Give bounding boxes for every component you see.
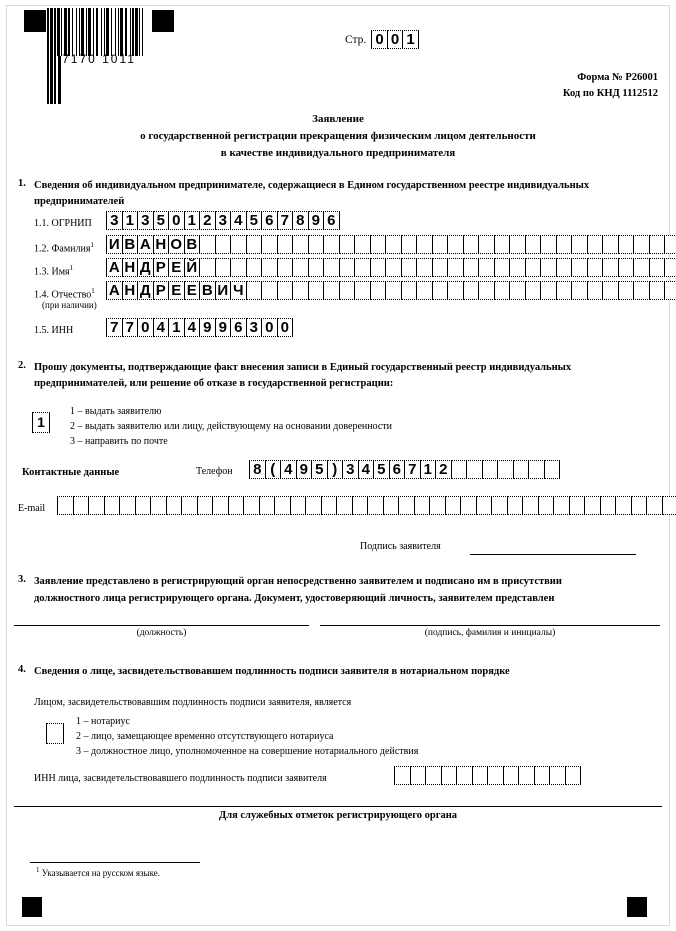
- input-cell[interactable]: 0: [371, 30, 388, 49]
- input-cell[interactable]: [394, 766, 411, 785]
- input-cell[interactable]: [261, 281, 278, 300]
- input-cell[interactable]: 6: [389, 460, 406, 479]
- input-cell[interactable]: [246, 258, 263, 277]
- input-cell[interactable]: Р: [153, 281, 170, 300]
- input-cell[interactable]: [540, 258, 557, 277]
- input-cell[interactable]: Н: [122, 258, 139, 277]
- input-cell[interactable]: [88, 496, 105, 515]
- page-number-label: Стр.: [345, 33, 367, 46]
- input-cell[interactable]: [556, 235, 573, 254]
- input-cell[interactable]: [354, 281, 371, 300]
- input-cell[interactable]: [215, 235, 232, 254]
- input-cell[interactable]: А: [106, 258, 123, 277]
- input-cell[interactable]: [441, 766, 458, 785]
- input-cell[interactable]: В: [199, 281, 216, 300]
- input-cell[interactable]: [246, 281, 263, 300]
- surname-field[interactable]: [106, 235, 676, 254]
- input-cell[interactable]: [525, 258, 542, 277]
- input-cell[interactable]: [538, 496, 555, 515]
- input-cell[interactable]: [587, 235, 604, 254]
- notary-option-1[interactable]: 1 – нотариус: [76, 716, 130, 727]
- input-cell[interactable]: [425, 766, 442, 785]
- input-cell[interactable]: 6: [230, 318, 247, 337]
- document-delivery-choice-box[interactable]: 1: [32, 412, 50, 433]
- input-cell[interactable]: [664, 281, 676, 300]
- barcode-number: 7170 1011: [62, 52, 136, 66]
- input-cell[interactable]: 3: [215, 211, 232, 230]
- input-cell[interactable]: [522, 496, 539, 515]
- input-cell[interactable]: [478, 235, 495, 254]
- alignment-marker-bottom-left: [22, 897, 42, 917]
- input-cell[interactable]: [385, 235, 402, 254]
- service-section-label: Для служебных отметок регистрирующего органа: [218, 810, 458, 821]
- input-cell[interactable]: [401, 281, 418, 300]
- input-cell[interactable]: 4: [280, 460, 297, 479]
- position-signature-line[interactable]: [14, 625, 309, 626]
- input-cell[interactable]: [246, 235, 263, 254]
- input-cell[interactable]: Ч: [230, 281, 247, 300]
- input-cell[interactable]: [292, 235, 309, 254]
- section3-number: 3.: [18, 574, 26, 585]
- input-cell[interactable]: [497, 460, 514, 479]
- input-cell[interactable]: 0: [261, 318, 278, 337]
- input-cell[interactable]: [456, 766, 473, 785]
- patronymic-sublabel: (при наличии): [42, 300, 97, 310]
- input-cell[interactable]: [602, 235, 619, 254]
- input-cell[interactable]: [587, 281, 604, 300]
- input-cell[interactable]: [534, 766, 551, 785]
- input-cell[interactable]: 3: [137, 211, 154, 230]
- official-caption: (подпись, фамилия и инициалы): [424, 628, 556, 638]
- input-cell[interactable]: [618, 281, 635, 300]
- input-cell[interactable]: [277, 281, 294, 300]
- notary-type-choice-box[interactable]: [46, 723, 64, 744]
- input-cell[interactable]: [150, 496, 167, 515]
- input-cell[interactable]: [432, 235, 449, 254]
- input-cell[interactable]: [354, 258, 371, 277]
- input-cell[interactable]: [230, 258, 247, 277]
- ogrnip-label: 1.1. ОГРНИП: [34, 218, 92, 229]
- input-cell[interactable]: [429, 496, 446, 515]
- input-cell[interactable]: 3: [106, 211, 123, 230]
- input-cell[interactable]: ): [327, 460, 344, 479]
- input-cell[interactable]: [339, 258, 356, 277]
- input-cell[interactable]: 9: [215, 318, 232, 337]
- input-cell[interactable]: [463, 235, 480, 254]
- input-cell[interactable]: А: [137, 235, 154, 254]
- input-cell[interactable]: 0: [137, 318, 154, 337]
- input-cell[interactable]: Й: [184, 258, 201, 277]
- input-cell[interactable]: [352, 496, 369, 515]
- input-cell[interactable]: 2: [435, 460, 452, 479]
- input-cell[interactable]: [463, 258, 480, 277]
- input-cell[interactable]: 4: [153, 318, 170, 337]
- patronymic-label-text: 1.4. Отчество: [34, 289, 92, 301]
- input-cell[interactable]: [290, 496, 307, 515]
- input-cell[interactable]: Н: [122, 281, 139, 300]
- footnote-body: Указывается на русском языке.: [41, 868, 160, 878]
- input-cell[interactable]: [463, 281, 480, 300]
- input-cell[interactable]: 1: [402, 30, 419, 49]
- input-cell[interactable]: [385, 281, 402, 300]
- ogrnip-field[interactable]: [106, 211, 339, 230]
- input-cell[interactable]: 1: [420, 460, 437, 479]
- input-cell[interactable]: [649, 258, 666, 277]
- input-cell[interactable]: В: [122, 235, 139, 254]
- input-cell[interactable]: Е: [168, 281, 185, 300]
- input-cell[interactable]: [602, 258, 619, 277]
- input-cell[interactable]: [571, 281, 588, 300]
- firstname-label: [34, 264, 73, 277]
- email-label: E-mail: [18, 503, 46, 514]
- input-cell[interactable]: [476, 496, 493, 515]
- input-cell[interactable]: [565, 766, 582, 785]
- input-cell[interactable]: 7: [277, 211, 294, 230]
- input-cell[interactable]: [447, 258, 464, 277]
- page-title: Заявление: [312, 113, 364, 125]
- input-cell[interactable]: [259, 496, 276, 515]
- input-cell[interactable]: [509, 281, 526, 300]
- input-cell[interactable]: [410, 766, 427, 785]
- input-cell[interactable]: [633, 281, 650, 300]
- input-cell[interactable]: 8: [292, 211, 309, 230]
- input-cell[interactable]: [274, 496, 291, 515]
- input-cell[interactable]: [104, 496, 121, 515]
- contacts-label: Контактные данные: [22, 467, 120, 478]
- input-cell[interactable]: [549, 766, 566, 785]
- input-cell[interactable]: [401, 235, 418, 254]
- applicant-signature-line[interactable]: [470, 554, 636, 555]
- input-cell[interactable]: [569, 496, 586, 515]
- input-cell[interactable]: 2: [199, 211, 216, 230]
- surname-footnote-mark: 1: [90, 241, 94, 249]
- input-cell[interactable]: [212, 496, 229, 515]
- page-subtitle-line2: в качестве индивидуального предпринимателя: [220, 147, 456, 159]
- input-cell[interactable]: [494, 281, 511, 300]
- input-cell[interactable]: [197, 496, 214, 515]
- input-cell[interactable]: Е: [168, 258, 185, 277]
- page-number-cells[interactable]: [371, 30, 418, 49]
- input-cell[interactable]: [503, 766, 520, 785]
- input-cell[interactable]: 5: [311, 460, 328, 479]
- input-cell[interactable]: [472, 766, 489, 785]
- input-cell[interactable]: Д: [137, 258, 154, 277]
- input-cell[interactable]: [518, 766, 535, 785]
- footnote-divider: [30, 862, 200, 863]
- section2-heading-line1: Прошу документы, подтверждающие факт внесения записи в Единый государственный реестр индивидуальных: [34, 362, 572, 373]
- input-cell[interactable]: [308, 258, 325, 277]
- input-cell[interactable]: 0: [387, 30, 404, 49]
- input-cell[interactable]: [447, 235, 464, 254]
- input-cell[interactable]: 1: [122, 211, 139, 230]
- input-cell[interactable]: [631, 496, 648, 515]
- input-cell[interactable]: [261, 258, 278, 277]
- input-cell[interactable]: 0: [277, 318, 294, 337]
- input-cell[interactable]: [385, 258, 402, 277]
- input-cell[interactable]: [73, 496, 90, 515]
- input-cell[interactable]: [181, 496, 198, 515]
- section2-number: 2.: [18, 360, 26, 371]
- surname-label: [34, 241, 94, 254]
- input-cell[interactable]: [370, 258, 387, 277]
- input-cell[interactable]: Д: [137, 281, 154, 300]
- input-cell[interactable]: [243, 496, 260, 515]
- footnote-text: [36, 866, 160, 878]
- input-cell[interactable]: [292, 258, 309, 277]
- service-section-divider: [14, 806, 662, 807]
- applicant-signature-label: Подпись заявителя: [360, 541, 441, 552]
- input-cell[interactable]: [416, 281, 433, 300]
- input-cell[interactable]: [308, 281, 325, 300]
- input-cell[interactable]: [571, 235, 588, 254]
- input-cell[interactable]: А: [106, 281, 123, 300]
- input-cell[interactable]: [119, 496, 136, 515]
- input-cell[interactable]: [540, 235, 557, 254]
- firstname-label-text: 1.3. Имя: [34, 266, 70, 278]
- input-cell[interactable]: [57, 496, 74, 515]
- input-cell[interactable]: О: [168, 235, 185, 254]
- section1-heading-line2: предпринимателей: [34, 196, 125, 207]
- input-cell[interactable]: [447, 281, 464, 300]
- input-cell[interactable]: [571, 258, 588, 277]
- input-cell[interactable]: [398, 496, 415, 515]
- input-cell[interactable]: 9: [296, 460, 313, 479]
- input-cell[interactable]: 8: [249, 460, 266, 479]
- input-cell[interactable]: [228, 496, 245, 515]
- input-cell[interactable]: [662, 496, 676, 515]
- input-cell[interactable]: [544, 460, 561, 479]
- section4-number: 4.: [18, 664, 26, 675]
- input-cell[interactable]: [367, 496, 384, 515]
- input-cell[interactable]: [339, 235, 356, 254]
- input-cell[interactable]: Р: [153, 258, 170, 277]
- inn-label: 1.5. ИНН: [34, 325, 74, 336]
- input-cell[interactable]: [513, 460, 530, 479]
- input-cell[interactable]: [478, 258, 495, 277]
- input-cell[interactable]: [649, 281, 666, 300]
- input-cell[interactable]: [600, 496, 617, 515]
- input-cell[interactable]: [370, 235, 387, 254]
- input-cell[interactable]: [199, 258, 216, 277]
- input-cell[interactable]: [383, 496, 400, 515]
- input-cell[interactable]: [646, 496, 663, 515]
- input-cell[interactable]: 4: [358, 460, 375, 479]
- input-cell[interactable]: [525, 235, 542, 254]
- input-cell[interactable]: [494, 258, 511, 277]
- input-cell[interactable]: [460, 496, 477, 515]
- input-cell[interactable]: [664, 258, 676, 277]
- input-cell[interactable]: [401, 258, 418, 277]
- input-cell[interactable]: [321, 496, 338, 515]
- input-cell[interactable]: [199, 235, 216, 254]
- input-cell[interactable]: Н: [153, 235, 170, 254]
- section4-heading: Сведения о лице, засвидетельствовавшем подлинность подписи заявителя в нотариальном порядке: [34, 666, 510, 677]
- input-cell[interactable]: [339, 281, 356, 300]
- input-cell[interactable]: [354, 235, 371, 254]
- input-cell[interactable]: [587, 258, 604, 277]
- input-cell[interactable]: [414, 496, 431, 515]
- alignment-marker-top-right: [152, 10, 174, 32]
- input-cell[interactable]: [633, 258, 650, 277]
- section1-number: 1.: [18, 178, 26, 189]
- input-cell[interactable]: [277, 235, 294, 254]
- input-cell[interactable]: И: [215, 281, 232, 300]
- section4-subheading: Лицом, засвидетельствовавшим подлинность подписи заявителя, является: [34, 697, 352, 708]
- footnote-mark: 1: [36, 866, 40, 874]
- input-cell[interactable]: [416, 235, 433, 254]
- input-cell[interactable]: [230, 235, 247, 254]
- input-cell[interactable]: [323, 235, 340, 254]
- input-cell[interactable]: [487, 766, 504, 785]
- form-number: Форма № Р26001: [577, 72, 658, 83]
- notary-option-2[interactable]: 2 – лицо, замещающее временно отсутствующего нотариуса: [76, 731, 334, 742]
- input-cell[interactable]: [451, 460, 468, 479]
- input-cell[interactable]: 3: [342, 460, 359, 479]
- input-cell[interactable]: [615, 496, 632, 515]
- input-cell[interactable]: [509, 258, 526, 277]
- input-cell[interactable]: [135, 496, 152, 515]
- patronymic-field[interactable]: [106, 281, 676, 300]
- input-cell[interactable]: [556, 281, 573, 300]
- input-cell[interactable]: [528, 460, 545, 479]
- input-cell[interactable]: Е: [184, 281, 201, 300]
- input-cell[interactable]: 0: [168, 211, 185, 230]
- input-cell[interactable]: 4: [230, 211, 247, 230]
- email-field[interactable]: [57, 496, 676, 515]
- position-caption: (должность): [136, 628, 187, 638]
- input-cell[interactable]: [305, 496, 322, 515]
- patronymic-label: [34, 287, 95, 300]
- input-cell[interactable]: [166, 496, 183, 515]
- input-cell[interactable]: [494, 235, 511, 254]
- section3-heading-line1: Заявление представлено в регистрирующий орган непосредственно заявителем и подписано им в присутствии: [34, 576, 562, 587]
- section3-heading-line2: должностного лица регистрирующего органа. Документ, удостоверяющий личность, заявителем представлен: [34, 593, 555, 604]
- notary-option-3[interactable]: 3 – должностное лицо, уполномоченное на совершение нотариального действия: [76, 746, 419, 757]
- input-cell[interactable]: И: [106, 235, 123, 254]
- input-cell[interactable]: [509, 235, 526, 254]
- input-cell[interactable]: 7: [106, 318, 123, 337]
- input-cell[interactable]: [323, 281, 340, 300]
- notary-inn-field[interactable]: [394, 766, 580, 785]
- input-cell[interactable]: 4: [184, 318, 201, 337]
- input-cell[interactable]: [432, 258, 449, 277]
- input-cell[interactable]: 7: [404, 460, 421, 479]
- input-cell[interactable]: 6: [261, 211, 278, 230]
- input-cell[interactable]: 7: [122, 318, 139, 337]
- inn-field[interactable]: [106, 318, 292, 337]
- firstname-footnote-mark: 1: [69, 264, 74, 272]
- patronymic-footnote-mark: 1: [91, 287, 95, 295]
- input-cell[interactable]: [261, 235, 278, 254]
- input-cell[interactable]: 5: [153, 211, 170, 230]
- input-cell[interactable]: [507, 496, 524, 515]
- alignment-marker-top-left: [24, 10, 46, 32]
- phone-label: Телефон: [196, 466, 233, 477]
- section1-heading-line1: Сведения об индивидуальном предпринимателе, содержащиеся в Едином государственном реестре индивидуальных: [34, 180, 590, 191]
- input-cell[interactable]: 3: [246, 318, 263, 337]
- delivery-option-1[interactable]: 1 – выдать заявителю: [70, 406, 162, 417]
- page-subtitle-line1: о государственной регистрации прекращения физическим лицом деятельности: [140, 130, 536, 142]
- alignment-marker-bottom-right: [627, 897, 647, 917]
- delivery-option-3[interactable]: 3 – направить по почте: [70, 436, 168, 447]
- input-cell[interactable]: [432, 281, 449, 300]
- input-cell[interactable]: В: [184, 235, 201, 254]
- input-cell[interactable]: [618, 258, 635, 277]
- input-cell[interactable]: [308, 235, 325, 254]
- input-cell[interactable]: 5: [373, 460, 390, 479]
- input-cell[interactable]: [553, 496, 570, 515]
- input-cell[interactable]: [416, 258, 433, 277]
- notary-inn-label: ИНН лица, засвидетельствовавшего подлинность подписи заявителя: [34, 773, 327, 784]
- input-cell[interactable]: 9: [308, 211, 325, 230]
- input-cell[interactable]: 6: [323, 211, 340, 230]
- input-cell[interactable]: [292, 281, 309, 300]
- input-cell[interactable]: [602, 281, 619, 300]
- input-cell[interactable]: [633, 235, 650, 254]
- section2-heading-line2: предпринимателей, или решение об отказе в государственной регистрации:: [34, 378, 394, 389]
- input-cell[interactable]: [540, 281, 557, 300]
- barcode-image: [47, 8, 147, 56]
- input-cell[interactable]: [336, 496, 353, 515]
- input-cell[interactable]: [556, 258, 573, 277]
- input-cell[interactable]: [482, 460, 499, 479]
- input-cell[interactable]: [649, 235, 666, 254]
- official-signature-line[interactable]: [320, 625, 660, 626]
- input-cell[interactable]: [323, 258, 340, 277]
- input-cell[interactable]: [525, 281, 542, 300]
- input-cell[interactable]: [370, 281, 387, 300]
- phone-field[interactable]: [249, 460, 559, 479]
- firstname-field[interactable]: [106, 258, 676, 277]
- input-cell[interactable]: [618, 235, 635, 254]
- page-number-field: [345, 30, 418, 49]
- input-cell[interactable]: [491, 496, 508, 515]
- input-cell[interactable]: [445, 496, 462, 515]
- input-cell[interactable]: [584, 496, 601, 515]
- surname-label-text: 1.2. Фамилия: [34, 243, 91, 255]
- input-cell[interactable]: 1: [168, 318, 185, 337]
- input-cell[interactable]: [466, 460, 483, 479]
- input-cell[interactable]: [215, 258, 232, 277]
- input-cell[interactable]: 5: [246, 211, 263, 230]
- knd-code: Код по КНД 1112512: [562, 88, 658, 99]
- input-cell[interactable]: 1: [184, 211, 201, 230]
- input-cell[interactable]: (: [265, 460, 282, 479]
- delivery-option-2[interactable]: 2 – выдать заявителю или лицу, действующему на основании доверенности: [70, 421, 393, 432]
- input-cell[interactable]: [478, 281, 495, 300]
- input-cell[interactable]: 9: [199, 318, 216, 337]
- input-cell[interactable]: [277, 258, 294, 277]
- input-cell[interactable]: [664, 235, 676, 254]
